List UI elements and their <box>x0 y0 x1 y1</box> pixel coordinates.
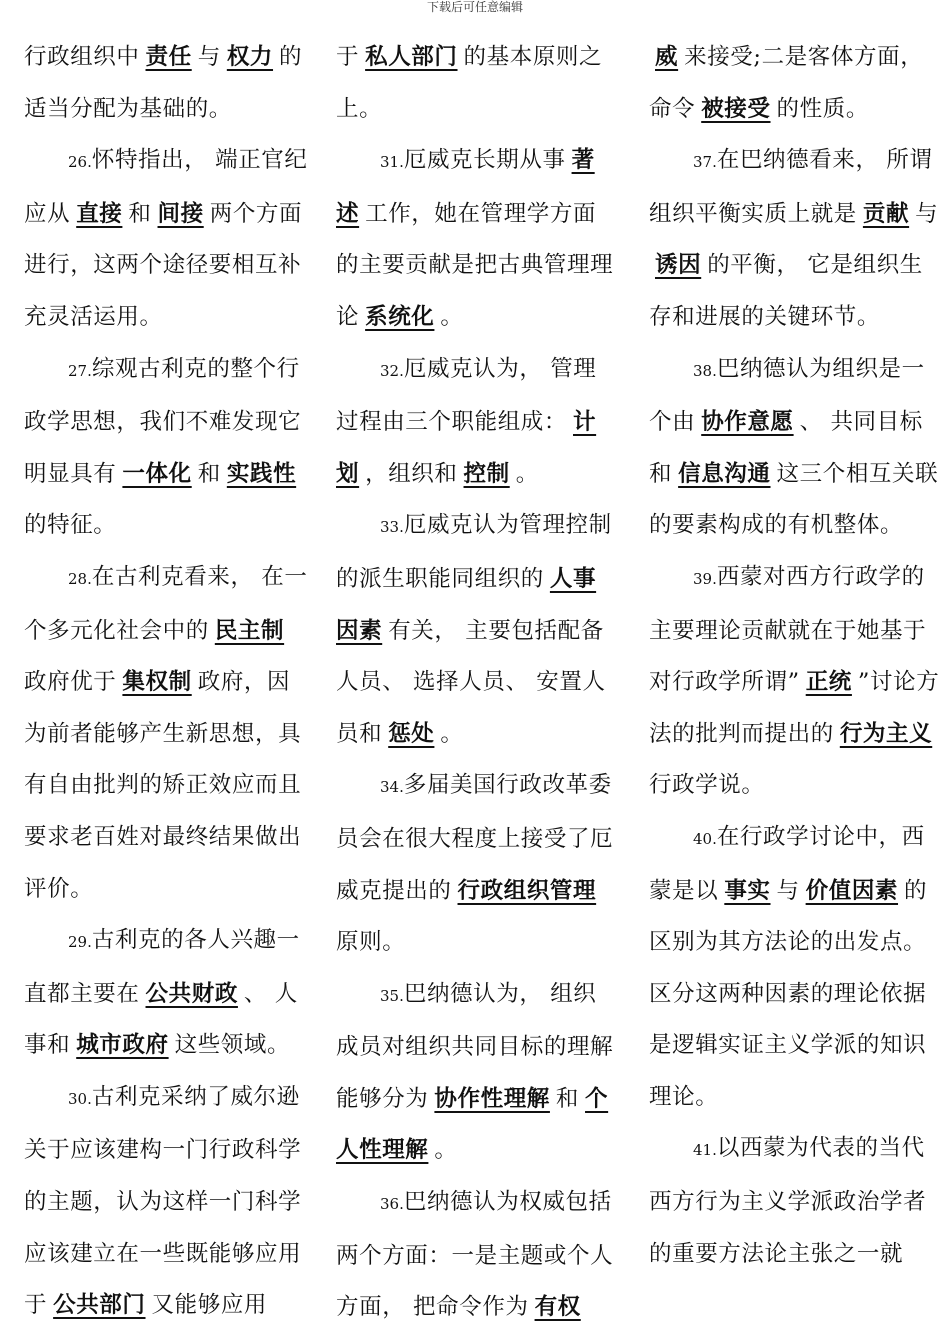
text: 的特征。 <box>24 512 117 539</box>
paragraph-28 <box>24 552 312 915</box>
answer: 城市政府 <box>76 1032 169 1059</box>
text: 巴纳德认为组织是一个由 <box>649 355 925 436</box>
text: 与 <box>915 200 939 227</box>
answer: 实践性 <box>226 460 297 487</box>
text: 。 <box>440 303 464 330</box>
text: 与 <box>197 44 221 70</box>
item-number: 26. <box>68 153 92 172</box>
text: 多届美国行政改革委员会在很大程度上接受了厄威克提出的 <box>336 772 614 904</box>
paragraph-36 <box>336 1177 616 1334</box>
answer: 协作性理解 <box>434 1085 550 1112</box>
text: 古利克采纳了威尔逊关于应该建构一门行政科学的主题，认为这样一门科学应该建立在一些既能够应用于 <box>24 1083 302 1319</box>
text: 的区别为其方法论的出发点。区分这两种因素的理论依据是逻辑实证主义学派的知识理论。 <box>649 877 928 1110</box>
item-number: 41. <box>693 1141 717 1160</box>
paragraph-33 <box>336 500 616 760</box>
paragraph-34 <box>336 760 616 968</box>
text: 巴纳德认为， 组织成员对组织共同目标的理解能够分为 <box>336 980 614 1112</box>
item-number: 37. <box>693 153 717 172</box>
paragraph-40 <box>649 812 941 1124</box>
answer: 民主制 <box>214 617 285 644</box>
item-number: 34. <box>380 778 404 797</box>
text: 两个方面进行，这两个途径要相互补充灵活运用。 <box>24 200 303 330</box>
text: 政府优于 <box>24 669 117 696</box>
answer: 著述 <box>336 147 595 227</box>
paragraph-39 <box>649 552 941 812</box>
item-number: 35. <box>380 986 404 1005</box>
paragraph-36-cont <box>649 32 941 135</box>
text: 的基本原则之上。 <box>336 44 603 122</box>
paragraph-31 <box>336 135 616 343</box>
text: 工作，她在管理学方面的主要贡献是把古典管理理论 <box>336 200 614 330</box>
text: 来接受;二是客体方面，命令 <box>649 44 924 122</box>
answer: 有权 <box>534 1294 581 1321</box>
text: 这三个相互关联的要素构成的有机整体。 <box>649 460 939 539</box>
text: 。 <box>434 1137 458 1164</box>
text: 在巴纳德看来， 所谓组织平衡实质上就是 <box>649 147 933 227</box>
answer: 贡献 <box>862 200 910 227</box>
paragraph-26 <box>24 135 312 343</box>
answer: 诱因 <box>655 252 702 279</box>
column-1 <box>24 32 312 1332</box>
answer: 事实 <box>724 877 771 904</box>
text: 和 <box>555 1085 580 1112</box>
text: 行政学说。 <box>649 772 765 799</box>
answer: 公共财政 <box>145 980 238 1007</box>
text: 综观古利克的整个行政学思想，我们不难发现它明显具有 <box>24 355 302 487</box>
paragraph-25-cont <box>24 32 312 135</box>
answer: 威 <box>655 44 679 70</box>
answer: 被接受 <box>701 95 771 122</box>
item-number: 30. <box>68 1089 92 1108</box>
item-number: 36. <box>380 1195 404 1214</box>
answer: 行为主义 <box>839 720 933 747</box>
answer: 信息沟通 <box>678 460 771 487</box>
text: 于 <box>336 44 360 70</box>
answer: 行政组织管理 <box>457 877 597 904</box>
text: 。 <box>515 460 539 487</box>
paragraph-41 <box>649 1123 941 1280</box>
text: 厄威克认为， 管理过程由三个职能组成： <box>336 355 597 436</box>
answer: 个人性理解 <box>336 1085 609 1164</box>
item-number: 40. <box>693 829 717 848</box>
answer: 价值因素 <box>805 877 899 904</box>
text: 在行政学讨论中，西蒙是以 <box>649 823 925 904</box>
text: 的性质。 <box>776 95 869 122</box>
text: ”讨论方法的批判而提出的 <box>649 669 940 747</box>
item-number: 28. <box>68 569 92 588</box>
paragraph-37 <box>649 135 941 343</box>
answer: 系统化 <box>365 303 435 330</box>
text: 巴纳德认为权威包括两个方面：一是主题或个人方面， 把命令作为 <box>336 1189 614 1321</box>
text: 原则。 <box>336 929 406 956</box>
text: 以西蒙为代表的当代西方行为主义学派政治学者的重要方法论主张之一就 <box>649 1135 927 1267</box>
page-header: 下载后可任意编辑 <box>426 0 523 14</box>
answer: 直接 <box>76 200 123 227</box>
item-number: 33. <box>380 518 404 537</box>
answer: 惩处 <box>388 720 435 747</box>
answer: 间接 <box>157 200 204 227</box>
text: 怀特指出， 端正官纪应从 <box>24 147 308 227</box>
answer: 协作意愿 <box>701 409 794 436</box>
paragraph-38 <box>649 344 941 552</box>
item-number: 32. <box>380 361 404 380</box>
answer: 责任 <box>145 44 192 70</box>
item-number: 39. <box>693 569 717 588</box>
answer: 控制 <box>463 460 510 487</box>
text: 有关， 主要包括配备人员、 选择人员、 安置人员和 <box>336 617 606 747</box>
text: 、 共同目标和 <box>649 409 923 487</box>
answer: 集权制 <box>122 669 192 696</box>
answer: 公共部门 <box>53 1292 146 1319</box>
text: 、 人事和 <box>24 980 298 1059</box>
text: 的适当分配为基础的。 <box>24 44 303 122</box>
answer: 权力 <box>226 44 274 70</box>
text: 厄威克长期从事 <box>403 147 566 174</box>
text: 厄威克认为管理控制的派生职能同组织的 <box>336 512 612 592</box>
text: 和 <box>197 460 221 487</box>
text: 。 <box>440 720 464 747</box>
paragraph-30-cont <box>336 32 616 135</box>
text: ，组织和 <box>365 460 458 487</box>
item-number: 29. <box>68 933 92 952</box>
text: 行政组织中 <box>24 44 140 70</box>
text: 西蒙对西方行政学的主要理论贡献就在于她基于对行政学所谓” <box>649 563 927 696</box>
text: 政府，因为前者能够产生新思想，具有自由批判的矫正效应而且要求老百姓对最终结果做出评价。 <box>24 669 302 902</box>
text: 与 <box>776 877 800 904</box>
answer: 计划 <box>336 409 597 487</box>
paragraph-35 <box>336 969 616 1177</box>
answer: 一体化 <box>122 460 192 487</box>
paragraph-32 <box>336 344 616 501</box>
text: 的平衡， 它是组织生存和进展的关键环节。 <box>649 252 923 330</box>
paragraph-29 <box>24 915 312 1072</box>
paragraph-27 <box>24 344 312 552</box>
item-number: 31. <box>380 153 404 172</box>
answer: 人事因素 <box>336 565 597 644</box>
text: 又能够应用 <box>151 1292 268 1319</box>
column-3 <box>649 32 941 1280</box>
item-number: 38. <box>693 361 717 380</box>
paragraph-30 <box>24 1072 312 1332</box>
text: 在古利克看来， 在一个多元化社会中的 <box>24 563 308 644</box>
text: 和 <box>128 200 152 227</box>
answer: 私人部门 <box>365 44 458 70</box>
answer: 正统 <box>805 669 852 696</box>
text: 这些领域。 <box>174 1032 291 1059</box>
item-number: 27. <box>68 361 92 380</box>
column-2 <box>336 32 616 1334</box>
text: 古利克的各人兴趣一直都主要在 <box>24 927 300 1007</box>
